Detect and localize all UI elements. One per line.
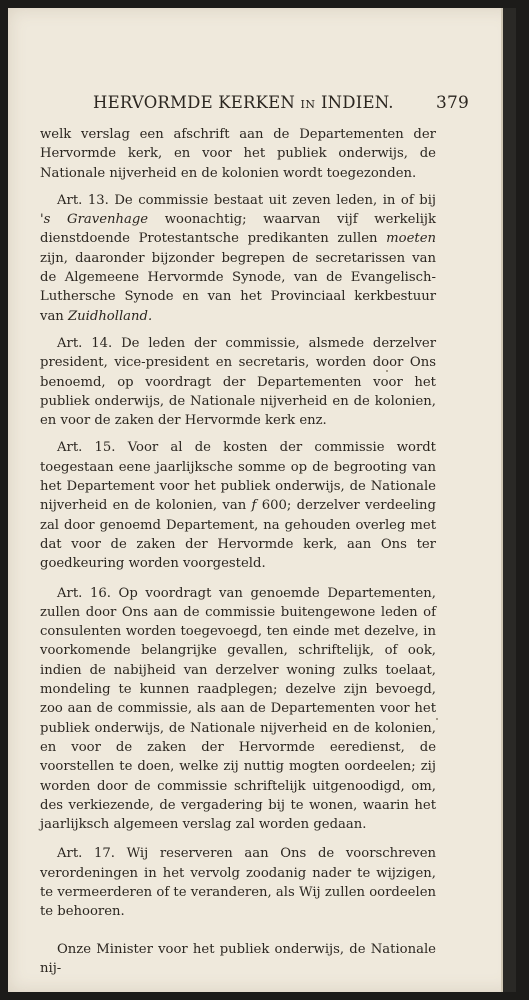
text-run: Art. 15. Voor al de kosten der commissie wordt toegestaan eene jaarlijksche somme op de begrooting van het Departement voor het publiek onderwijs, de Nationale nijverheid en de kolonien, van [40,440,436,514]
text-run: welk verslag een afschrift aan de Departementen der Hervormde kerk, en voor het publiek onderwijs, de Nationale nijverheid en de kolonien wordt toegezonden. [40,127,436,181]
italic-text: f [251,498,257,514]
italic-text: moeten [386,231,436,247]
italic-text: Zuidholland. [68,308,153,324]
text-run: Onze Minister voor het publiek onderwijs, de Nationale nij- [40,941,436,976]
page-edge-shadow [503,8,516,992]
page-gutter [501,8,503,992]
paragraph-art-16 [40,584,436,835]
paper-speck [386,370,388,372]
running-head-title [93,93,394,112]
book-page [8,8,516,992]
paragraph-closing [40,940,436,979]
text-run: Art. 17. Wij reserveren aan Ons de voorschreven verordeningen in het vervolg zoodanig nader te wijzigen, te vermeerderen of te veranderen, als Wij zullen oordeelen te behooren. [40,846,436,920]
running-head-title-small: IN [300,98,316,111]
running-head-title-part: INDIEN. [315,93,394,112]
paragraph-art-15 [40,438,436,573]
paragraph-art-17 [40,844,436,921]
running-head-title-part: HERVORMDE KERKEN [93,93,301,112]
paper-speck [436,718,438,720]
paragraph-art-13 [40,191,436,326]
text-run: Art. 16. Op voordragt van genoemde Departementen, zullen door Ons aan de commissie buitengewone leden of consulenten worden toegevoegd, ten einde met dezelve, in voorkomende belangrijke gevallen, schriftelijk, of ook, indien de nabijheid van derzelver woning zulks toelaat, mondeling te kunnen raadplegen; dezelve zijn bevoegd, zoo aan de commissie, als aan de Departementen voor het publiek onderwijs, de Nationale nijverheid en de kolonien, en voor de zaken der Hervormde eeredienst, de voorstellen te doen, welke zij nuttig mogten oordeelen; zij worden door de commissie schriftelijk uitgenoodigd, om, des verkiezende, de vergadering bij te wonen, waarin het jaarlijksch algemeen verslag zal worden gedaan. [40,585,436,833]
paragraph-continuation [40,125,436,183]
text-run: zijn, daaronder bijzonder begrepen de secretarissen van de Algemeene Hervormde Synode, van de Evangelisch-Luthersche Synode en van het Provinciaal kerkbestuur van [40,250,436,324]
text-run: Art. 13. De commissie bestaat uit zeven leden, in of bij [57,192,436,208]
text-run: Art. 14. De leden der commissie, alsmede derzelver president, vice-president en secretaris, worden door Ons benoemd, op voordragt der Departementen voor het publiek onderwijs, de Nationale nijverheid en de kolonien, en voor de zaken der Hervormde kerk enz. [40,335,436,429]
paragraph-art-14 [40,334,436,430]
page-number: 379 [435,93,469,113]
body-text [40,125,436,978]
italic-text: 's Gravenhage [40,212,149,228]
text-run: 600; derzelver verdeeling zal door genoemd Departement, na gehouden overleg met dat voor de zaken der Hervormde kerk, aan Ons ter goedkeuring worden voorgesteld. [40,498,436,572]
text-run: woonachtig; waarvan vijf werkelijk dienstdoende Protestantsche predikanten zullen [40,212,436,247]
